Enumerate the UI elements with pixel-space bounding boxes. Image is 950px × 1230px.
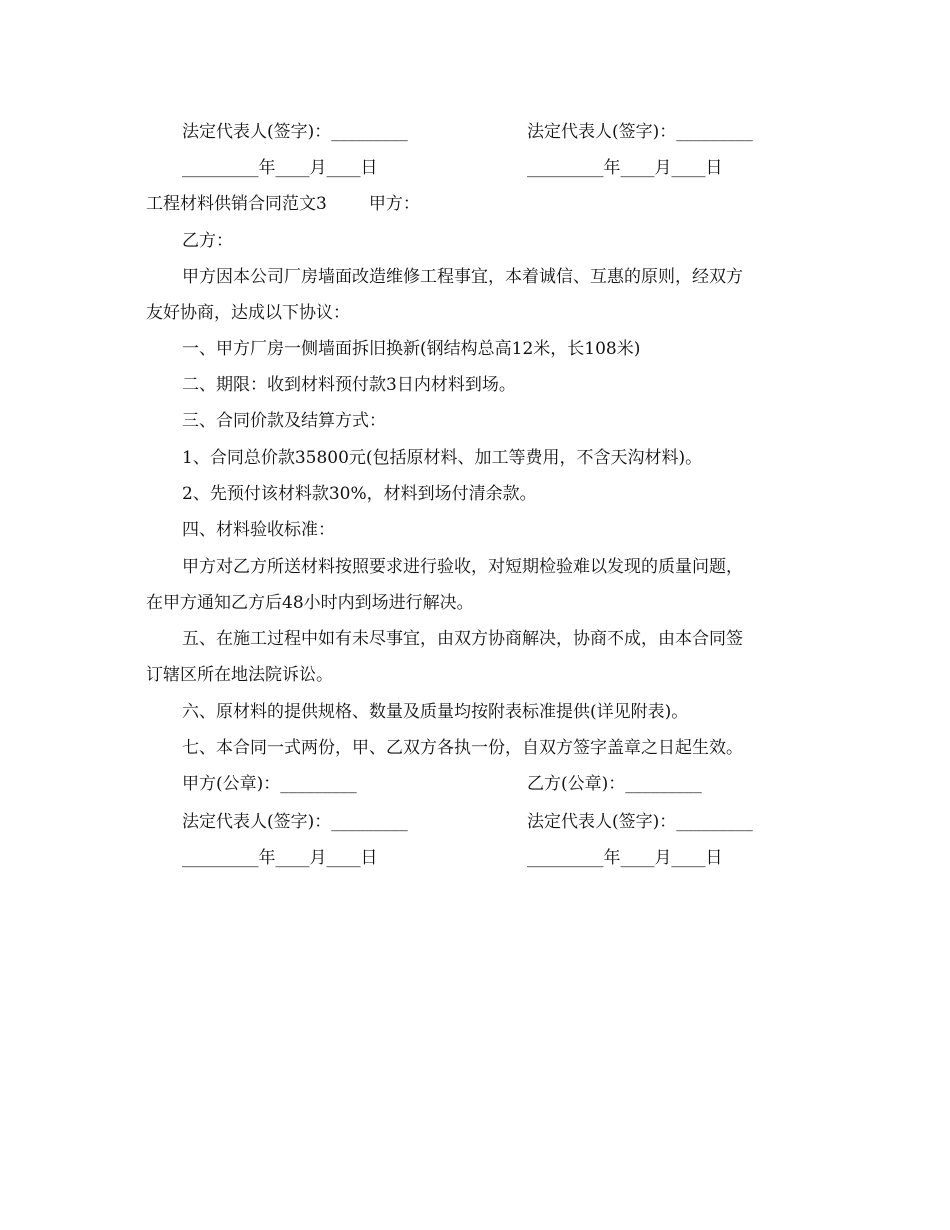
clause-7: 七、本合同一式两份，甲、乙双方各执一份，自双方签字盖章之日起生效。 — [182, 738, 743, 758]
top-left-representative-signature: 法定代表人(签字)：_________ — [182, 122, 408, 142]
party-b-seal: 乙方(公章)：_________ — [527, 774, 702, 794]
top-right-representative-signature: 法定代表人(签字)：_________ — [527, 122, 753, 142]
clause-6: 六、原材料的提供规格、数量及质量均按附表标准提供(详见附表)。 — [182, 702, 689, 722]
clause-4-1-line-2: 在甲方通知乙方后48小时内到场进行解决。 — [146, 593, 474, 613]
bottom-right-date: _________年____月____日 — [527, 848, 723, 868]
bottom-left-date: _________年____月____日 — [182, 848, 378, 868]
party-a-seal: 甲方(公章)：_________ — [182, 774, 357, 794]
clause-4: 四、材料验收标准： — [182, 520, 335, 540]
contract-title: 工程材料供销合同范文3 — [146, 194, 327, 214]
bottom-right-representative-signature: 法定代表人(签字)：_________ — [527, 812, 753, 832]
clause-1: 一、甲方厂房一侧墙面拆旧换新(钢结构总高12米，长108米) — [182, 339, 641, 359]
clause-4-1-line-1: 甲方对乙方所送材料按照要求进行验收，对短期检验难以发现的质量问题， — [182, 557, 743, 577]
intro-paragraph-line-1: 甲方因本公司厂房墙面改造维修工程事宜，本着诚信、互惠的原则，经双方 — [182, 267, 743, 287]
bottom-left-representative-signature: 法定代表人(签字)：_________ — [182, 812, 408, 832]
top-right-date: _________年____月____日 — [527, 158, 723, 178]
clause-2: 二、期限：收到材料预付款3日内材料到场。 — [182, 375, 516, 395]
clause-3-1: 1、合同总价款35800元(包括原材料、加工等费用，不含天沟材料)。 — [182, 448, 703, 468]
clause-3-2: 2、先预付该材料款30%，材料到场付清余款。 — [182, 484, 537, 504]
clause-5-line-2: 订辖区所在地法院诉讼。 — [146, 665, 333, 685]
party-b-label: 乙方： — [182, 231, 233, 251]
clause-5-line-1: 五、在施工过程中如有未尽事宜，由双方协商解决，协商不成，由本合同签 — [182, 629, 743, 649]
intro-paragraph-line-2: 友好协商，达成以下协议： — [146, 303, 350, 323]
contract-title-line — [146, 192, 420, 216]
party-a-label: 甲方： — [368, 194, 420, 214]
top-left-date: _________年____月____日 — [182, 158, 378, 178]
clause-3: 三、合同价款及结算方式： — [182, 411, 386, 431]
